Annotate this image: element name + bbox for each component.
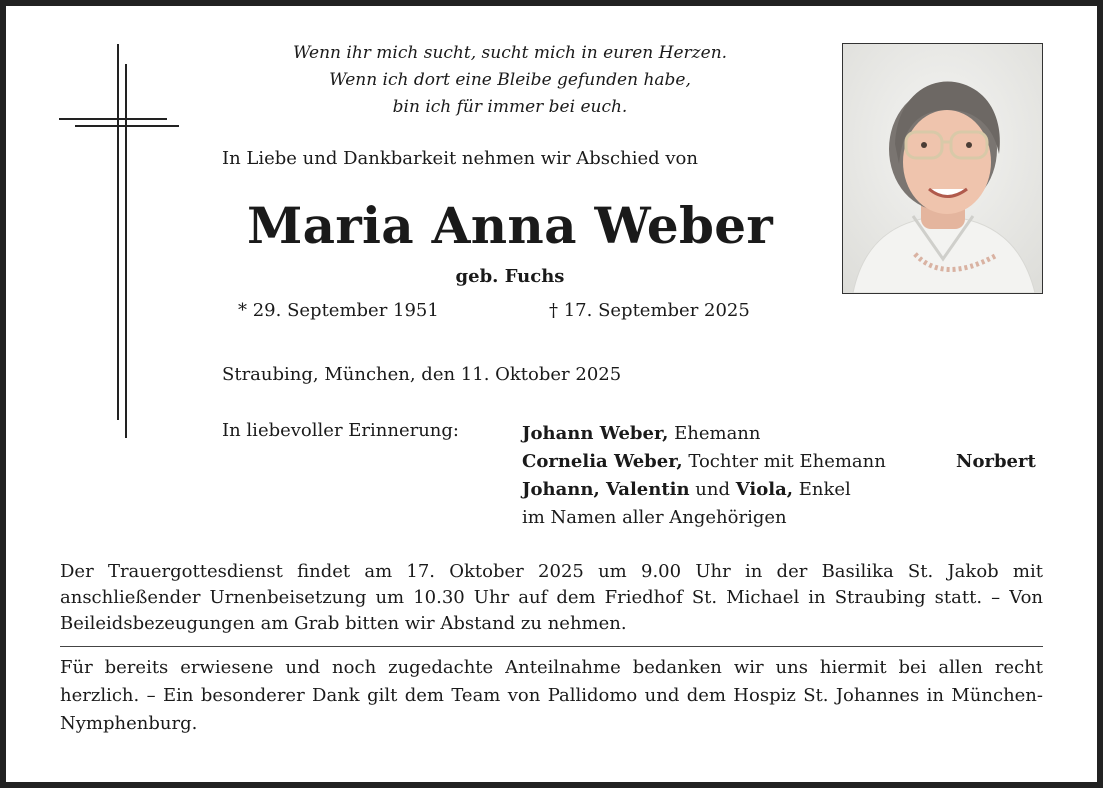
mourner-spouse: Norbert xyxy=(956,451,1036,472)
deceased-name: Maria Anna Weber xyxy=(247,196,773,255)
mourner-name: Viola, xyxy=(735,479,793,500)
mourners-list xyxy=(522,420,1036,532)
intro-text: In Liebe und Dankbarkeit nehmen wir Abschied von xyxy=(222,148,698,169)
portrait-photo xyxy=(842,43,1043,294)
memory-label: In liebevoller Erinnerung: xyxy=(222,420,459,441)
mourner-role: Enkel xyxy=(793,479,851,500)
death-date: † 17. September 2025 xyxy=(549,300,750,321)
poem-line: Wenn ihr mich sucht, sucht mich in euren Herzen. xyxy=(292,43,728,63)
mourner-line: im Namen aller Angehörigen xyxy=(522,507,787,528)
mourner-name: Cornelia Weber, xyxy=(522,451,683,472)
mourner-name: Johann, Valentin xyxy=(522,479,690,500)
divider xyxy=(60,646,1043,647)
mourner-line xyxy=(522,420,886,448)
funeral-service-text: Der Trauergottesdienst findet am 17. Oktober 2025 um 9.00 Uhr in der Basilika St. Jakob mit anschließender Urnenbeisetzung um 10.30 Uhr auf dem Friedhof St. Michael in Straubing statt. – Von Beileidsbezeugungen am Grab bitten wir Abstand zu nehmen. xyxy=(60,561,1043,634)
maiden-name: geb. Fuchs xyxy=(455,266,565,287)
mourner-role: Tochter mit Ehemann xyxy=(682,451,886,472)
mourner-line xyxy=(522,448,1036,476)
poem xyxy=(222,40,798,121)
mourner-line xyxy=(522,476,886,504)
poem-line: Wenn ich dort eine Bleibe gefunden habe, xyxy=(329,70,691,90)
mourner-role: Ehemann xyxy=(668,423,761,444)
conjunction: und xyxy=(689,479,736,500)
place-date: Straubing, München, den 11. Oktober 2025 xyxy=(222,364,622,385)
mourner-name: Johann Weber, xyxy=(522,423,669,444)
poem-line: bin ich für immer bei euch. xyxy=(392,97,628,117)
thanks-text: Für bereits erwiesene und noch zugedachte Anteilnahme bedanken wir uns hiermit bei allen recht herzlich. – Ein besonderer Dank gilt dem Team von Pallidomo und dem Hospiz St. Johannes in München-Nymphenburg. xyxy=(60,657,1043,734)
birth-date: * 29. September 1951 xyxy=(238,300,439,321)
